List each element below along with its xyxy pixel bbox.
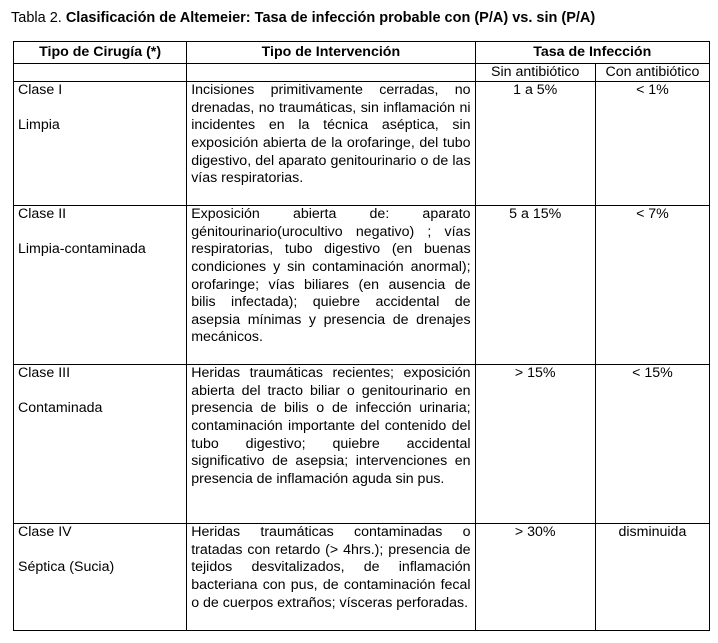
clase-label: Clase II [18,206,67,223]
cell-sin-antibiotico: > 30% [475,524,595,631]
clase-nombre: Contaminada [18,399,103,416]
subheader-row [14,63,710,82]
cell-sin-antibiotico: > 15% [475,365,595,524]
header-tasa-infeccion: Tasa de Infección [475,42,709,64]
table-caption [11,9,595,27]
cell-intervencion: Incisiones primitivamente cerradas, no drenadas, no traumáticas, sin inflamación ni incidentes en la técnica aséptica, sin exposición abierta de la orofaringe, del tubo digestivo, del aparato genitourinario o de las vías respiratorias. [187,82,475,206]
cell-intervencion: Heridas traumáticas contaminadas o tratadas con retardo (> 4hrs.); presencia de tejidos desvitalizados, de inflamación bacteriana con pus, de contaminación fecal o de cuerpos extraños; vísceras perforadas. [187,524,475,631]
clase-label: Clase IV [18,524,72,541]
cell-intervencion: Heridas traumáticas recientes; exposición abierta del tracto biliar o genitourinario en presencia de bilis o de infección urinaria; contaminación importante del contenido del tubo digestivo; quiebre accidental significativo de asepsia; intervenciones en presencia de inflamación aguda sin pus. [187,365,475,524]
caption-title: Clasificación de Altemeier: Tasa de infección probable con (P/A) vs. sin (P/A) [65,10,596,26]
header-tipo-cirugia: Tipo de Cirugía (*) [14,42,187,64]
table-row [14,82,710,206]
cell-con-antibiotico: < 15% [595,365,709,524]
header-con-antibiotico: Con antibiótico [595,63,709,82]
cell-con-antibiotico: disminuida [595,524,709,631]
header-tipo-intervencion: Tipo de Intervención [187,42,475,64]
header-row [14,42,710,64]
clase-label: Clase III [18,365,71,382]
cell-intervencion: Exposición abierta de: aparato génitourinario(urocultivo negativo) ; vías respiratorias, tubo digestivo (en buenas condiciones y sin contaminación anormal); orofaringe; vías biliares (en ausencia de bilis infectada); quiebre accidental de asepsia mínimas y presencia de drenajes mecánicos. [187,206,475,365]
table-row [14,365,710,524]
caption-prefix: Tabla 2. [11,10,62,26]
clase-nombre: Limpia [18,116,60,133]
cell-con-antibiotico: < 7% [595,206,709,365]
table-row [14,206,710,365]
cell-sin-antibiotico: 5 a 15% [475,206,595,365]
clase-nombre: Séptica (Sucia) [18,558,115,575]
clase-nombre: Limpia-contaminada [18,240,146,257]
cell-con-antibiotico: < 1% [595,82,709,206]
header-sin-antibiotico: Sin antibiótico [475,63,595,82]
clase-label: Clase I [18,82,63,99]
subheader-empty-2 [187,63,475,82]
subheader-empty-1 [14,63,187,82]
cell-tipo-cirugia [14,206,187,365]
table-row [14,524,710,631]
cell-tipo-cirugia [14,82,187,206]
cell-tipo-cirugia [14,524,187,631]
cell-sin-antibiotico: 1 a 5% [475,82,595,206]
altemeier-table [13,41,710,631]
cell-tipo-cirugia [14,365,187,524]
